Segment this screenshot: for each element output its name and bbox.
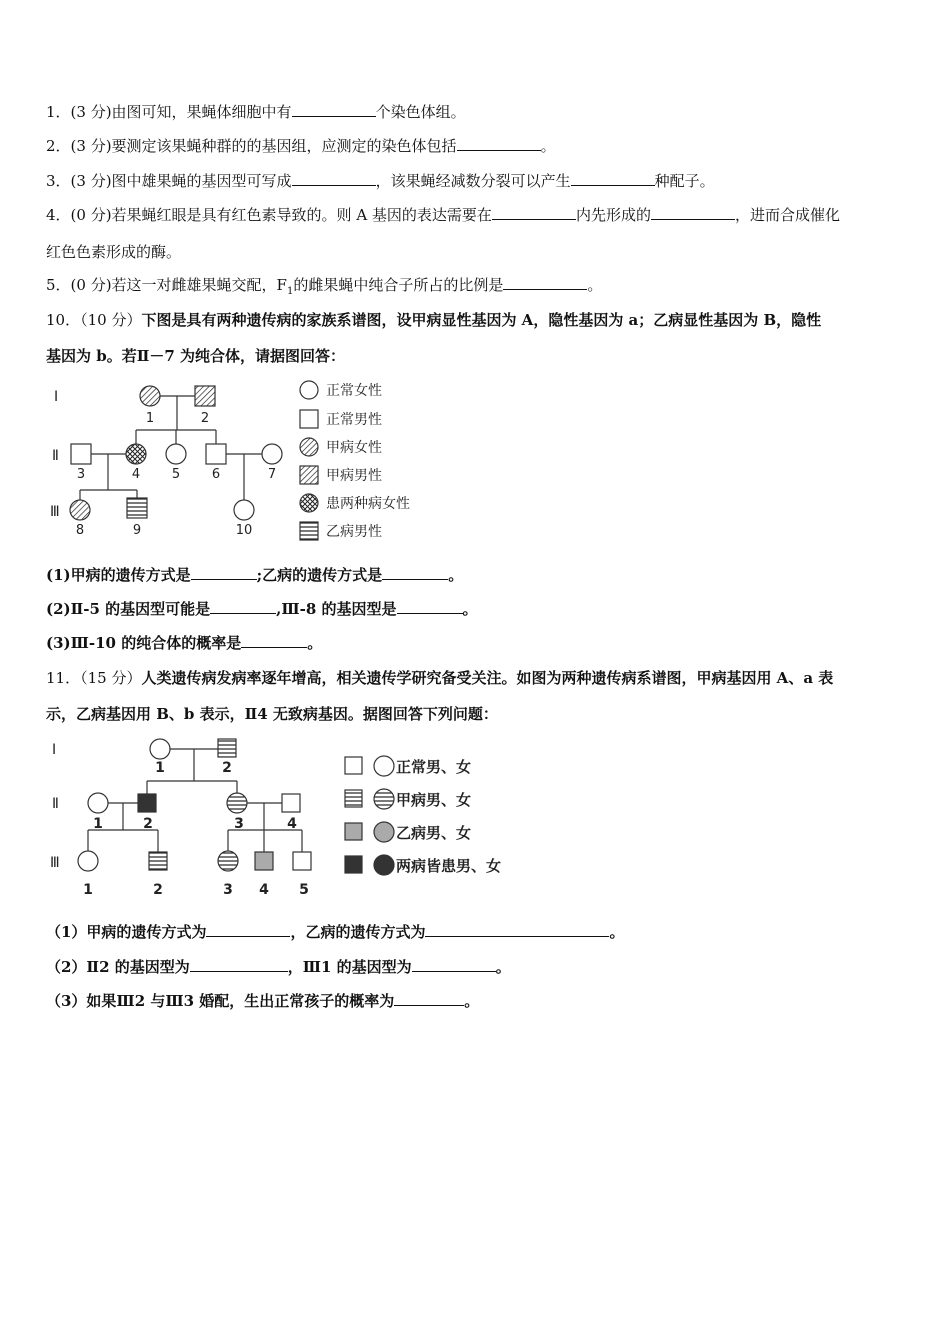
q10-sub-1-mid: ;乙病的遗传方式是 — [256, 566, 383, 584]
q10-ii6-normal-male — [206, 444, 226, 464]
id-g2-4: 4 — [287, 816, 297, 832]
id-6: 6 — [211, 467, 221, 482]
q9-item-2-tail: 。 — [540, 137, 556, 155]
legend-normal-female-icon — [374, 756, 394, 776]
legend-yi-male-icon — [300, 522, 318, 540]
q10-stem-line2: 基因为 b。若Ⅱ－7 为纯合体，请据图回答： — [46, 347, 346, 365]
q11-sub-1-tail: 。 — [609, 923, 625, 941]
legend-label: 乙病男性 — [326, 524, 382, 540]
q10-stem-line1 — [46, 310, 821, 330]
q9-item-1-tail: 个染色体组。 — [375, 103, 466, 121]
legend-label: 正常男性 — [326, 412, 382, 428]
legend-label: 甲病女性 — [326, 440, 382, 456]
q9-item-3-tail: 种配子。 — [654, 172, 715, 190]
q9-item-5-tail: 。 — [587, 276, 603, 294]
id-2: 2 — [200, 411, 210, 426]
q10-ii4-both-diseases-female — [126, 444, 146, 464]
answer-blank[interactable] — [191, 565, 257, 580]
id-g2-1: 1 — [93, 816, 103, 832]
q11-sub-3-tail: 。 — [464, 992, 480, 1010]
id-8: 8 — [75, 523, 85, 538]
answer-blank[interactable] — [190, 957, 288, 972]
q11-sub-3 — [46, 991, 479, 1011]
q11-ii1-normal-female — [88, 793, 108, 813]
legend-label: 两病皆患男、女 — [396, 857, 502, 875]
q11-sub-1-mid: ，乙病的遗传方式为 — [290, 923, 426, 941]
q9-item-3 — [46, 171, 715, 191]
q10-number: 10．（10 分） — [46, 311, 142, 329]
id-g1-2: 2 — [222, 760, 232, 776]
id-7: 7 — [267, 467, 277, 482]
gen-label-1: Ⅰ — [54, 389, 59, 405]
q11-number: 11．（15 分） — [46, 669, 142, 687]
answer-blank[interactable] — [206, 922, 290, 937]
q10-pedigree — [40, 374, 440, 546]
q11-i2-jia-male — [218, 739, 236, 757]
answer-blank[interactable] — [394, 991, 464, 1006]
answer-blank[interactable] — [425, 922, 609, 937]
legend-both-male-icon — [345, 856, 362, 873]
q11-stem-line2: 示，乙病基因用 B、b 表示，Ⅱ4 无致病基因。据图回答下列问题： — [46, 705, 498, 723]
q11-ii4-normal-male — [282, 794, 300, 812]
q10-sub-1-text: (1)甲病的遗传方式是 — [46, 566, 191, 584]
q11-sub-3-text: （3）如果Ⅲ2 与Ⅲ3 婚配，生出正常孩子的概率为 — [46, 992, 395, 1010]
q10-sub-2-tail: 。 — [462, 600, 478, 618]
answer-blank[interactable] — [397, 599, 463, 614]
q10-sub-3-tail: 。 — [307, 634, 323, 652]
gen-label-2: Ⅱ — [52, 796, 59, 812]
q9-item-3-text: 3．(3 分)图中雄果蝇的基因型可写成 — [46, 172, 292, 190]
q11-sub-2 — [46, 957, 511, 977]
q11-pedigree — [40, 732, 540, 904]
legend-yi-female-icon — [374, 822, 394, 842]
id-g2-3: 3 — [234, 816, 244, 832]
q9-item-1-text: 1．(3 分)由图可知，果蝇体细胞中有 — [46, 103, 292, 121]
q9-item-3-mid: ，该果蝇经减数分裂可以产生 — [375, 172, 571, 190]
legend-jia-female-icon — [300, 438, 318, 456]
q10-i2-affected-male — [195, 386, 215, 406]
q9-item-2 — [46, 136, 556, 156]
q9-item-5-mid: 的雌果蝇中纯合子所占的比例是 — [293, 276, 504, 294]
q11-sub-1 — [46, 922, 624, 942]
gen-label-3: Ⅲ — [50, 504, 60, 520]
q11-iii4-yi-male — [255, 852, 273, 870]
q11-ii2-both-male — [138, 794, 156, 812]
answer-blank[interactable] — [292, 171, 376, 186]
answer-blank[interactable] — [292, 102, 376, 117]
q9-item-4-mid: 内先形成的 — [575, 206, 651, 224]
legend-normal-female-icon — [300, 381, 318, 399]
legend-both-female-icon — [300, 494, 318, 512]
id-g3-2: 2 — [153, 882, 163, 898]
answer-blank[interactable] — [503, 275, 587, 290]
id-9: 9 — [132, 523, 142, 538]
q9-item-4-tail: ，进而合成催化 — [734, 206, 840, 224]
answer-blank[interactable] — [241, 633, 307, 648]
id-10: 10 — [235, 523, 253, 538]
answer-blank[interactable] — [492, 205, 576, 220]
q11-sub-2-mid: ，Ⅲ1 的基因型为 — [287, 958, 412, 976]
answer-blank[interactable] — [571, 171, 655, 186]
legend-normal-male-icon — [345, 757, 362, 774]
legend-jia-male-icon — [300, 466, 318, 484]
q10-sub-1 — [46, 565, 463, 585]
q10-stem: 下图是具有两种遗传病的家族系谱图，设甲病显性基因为 A，隐性基因为 a；乙病显性基因为 B，隐性 — [141, 311, 822, 329]
legend-label: 甲病男性 — [326, 468, 382, 484]
q10-ii3-normal-male — [71, 444, 91, 464]
q11-sub-2-tail: 。 — [495, 958, 511, 976]
id-g3-1: 1 — [83, 882, 93, 898]
legend-both-female-icon — [374, 855, 394, 875]
q10-ii7-normal-female — [262, 444, 282, 464]
q11-sub-2-text: （2）Ⅱ2 的基因型为 — [46, 958, 190, 976]
answer-blank[interactable] — [457, 136, 541, 151]
id-3: 3 — [76, 467, 86, 482]
id-g3-3: 3 — [223, 882, 233, 898]
gen-label-2: Ⅱ — [52, 448, 59, 464]
q10-sub-2 — [46, 599, 478, 619]
q11-stem: 人类遗传病发病率逐年增高，相关遗传学研究备受关注。如图为两种遗传病系谱图，甲病基因用 A、a 表 — [141, 669, 834, 687]
id-g1-1: 1 — [155, 760, 165, 776]
id-g2-2: 2 — [143, 816, 153, 832]
q11-iii2-jia-male — [149, 852, 167, 870]
legend-label: 乙病男、女 — [396, 824, 472, 842]
subscript: 1 — [286, 286, 294, 297]
q10-iii8-affected-female — [70, 500, 90, 520]
answer-blank[interactable] — [651, 205, 735, 220]
q11-iii5-normal-male — [293, 852, 311, 870]
id-g3-4: 4 — [259, 882, 269, 898]
id-5: 5 — [171, 467, 181, 482]
q10-sub-3 — [46, 633, 322, 653]
q10-sub-2-mid: ,Ⅲ-8 的基因型是 — [276, 600, 397, 618]
q10-ii5-normal-female — [166, 444, 186, 464]
q10-sub-2-text: (2)Ⅱ-5 的基因型可能是 — [46, 600, 211, 618]
id-1: 1 — [145, 411, 155, 426]
legend-label: 正常男、女 — [396, 758, 472, 776]
q9-item-4-cont: 红色色素形成的酶。 — [46, 243, 182, 261]
q10-iii10-normal-female — [234, 500, 254, 520]
legend-yi-male-icon — [345, 823, 362, 840]
q10-sub-1-tail: 。 — [448, 566, 464, 584]
q11-i1-normal-female — [150, 739, 170, 759]
q11-stem-line1 — [46, 668, 833, 688]
q11-iii3-jia-female — [218, 851, 238, 871]
q9-item-2-text: 2．(3 分)要测定该果蝇种群的的基因组，应测定的染色体包括 — [46, 137, 457, 155]
q11-iii1-normal-female — [78, 851, 98, 871]
q11-ii3-jia-female — [227, 793, 247, 813]
gen-label-3: Ⅲ — [50, 855, 60, 871]
legend-normal-male-icon — [300, 410, 318, 428]
answer-blank[interactable] — [210, 599, 276, 614]
q9-item-5 — [46, 275, 602, 302]
q11-sub-1-text: （1）甲病的遗传方式为 — [46, 923, 207, 941]
answer-blank[interactable] — [382, 565, 448, 580]
legend-jia-female-icon — [374, 789, 394, 809]
id-4: 4 — [131, 467, 141, 482]
q10-iii9-yi-male — [127, 498, 147, 518]
legend-label: 患两种病女性 — [326, 496, 410, 512]
q10-sub-3-text: (3)Ⅲ-10 的纯合体的概率是 — [46, 634, 242, 652]
id-g3-5: 5 — [299, 882, 309, 898]
q10-i1-affected-female — [140, 386, 160, 406]
gen-label-1: Ⅰ — [52, 742, 57, 758]
legend-label: 正常女性 — [326, 383, 382, 399]
legend-label: 甲病男、女 — [396, 791, 472, 809]
q9-item-4-text: 4．(0 分)若果蝇红眼是具有红色素导致的。则 A 基因的表达需要在 — [46, 206, 492, 224]
legend-jia-male-icon — [345, 790, 362, 807]
q9-item-4 — [46, 205, 840, 225]
q9-item-1 — [46, 102, 466, 122]
q9-item-5-text: 5．(0 分)若这一对雌雄果蝇交配，F — [46, 276, 287, 294]
answer-blank[interactable] — [412, 957, 496, 972]
